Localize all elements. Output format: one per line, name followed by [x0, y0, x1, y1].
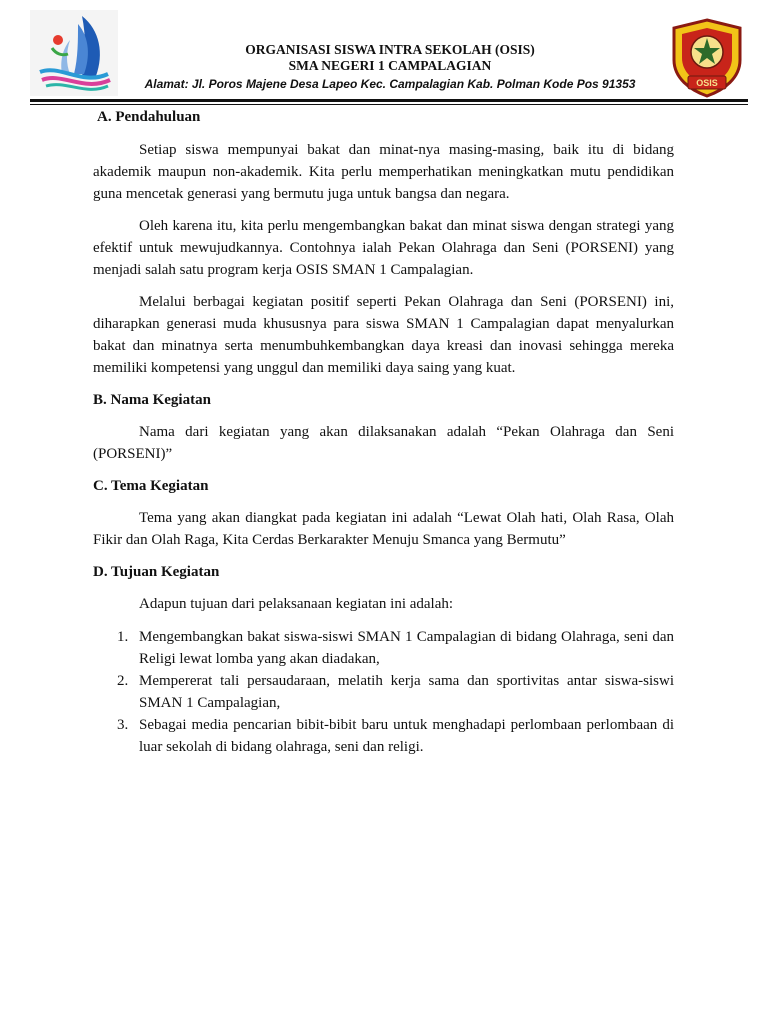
osis-logo-text: OSIS	[696, 78, 718, 88]
list-item	[93, 714, 674, 758]
list-item-text: Mempererat tali persaudaraan, melatih kerja sama dan sportivitas antar siswa-siswi SMAN 1 Campalagian,	[139, 673, 674, 711]
school-address: Alamat: Jl. Poros Majene Desa Lapeo Kec. Campalagian Kab. Polman Kode Pos 91353	[144, 77, 636, 91]
org-name: ORGANISASI SISWA INTRA SEKOLAH (OSIS)	[245, 42, 535, 57]
list-item-number: 2.	[117, 673, 129, 689]
section-b-title: B. Nama Kegiatan	[93, 392, 211, 408]
list-item-number: 1.	[117, 629, 129, 645]
list-item-number: 3.	[117, 717, 129, 733]
osis-logo	[666, 16, 748, 100]
section-c-paragraph: Tema yang akan diangkat pada kegiatan ini adalah “Lewat Olah hati, Olah Rasa, Olah Fikir dan Olah Raga, Kita Cerdas Berkarakter Menuju Smanca yang Bermutu”	[93, 510, 674, 548]
section-a-paragraph-1: Setiap siswa mempunyai bakat dan minat-nya masing-masing, baik itu di bidang akademik maupun non-akademik. Kita perlu memperhatikan meningkatkan mutu pendidikan guna mencetak generasi yang bermutu juga untuk bangsa dan negara.	[93, 142, 674, 202]
list-item	[93, 626, 674, 670]
letterhead-text	[120, 42, 660, 92]
list-item-text: Mengembangkan bakat siswa-siswi SMAN 1 Campalagian di bidang Olahraga, seni dan Religi lewat lomba yang akan diadakan,	[139, 629, 674, 667]
section-a-title: A. Pendahuluan	[97, 109, 201, 125]
list-item-text: Sebagai media pencarian bibit-bibit baru untuk menghadapi perlombaan perlombaan di luar sekolah di bidang olahraga, seni dan religi.	[139, 717, 674, 755]
document-body	[93, 106, 674, 758]
section-a-paragraph-3: Melalui berbagai kegiatan positif seperti Pekan Olahraga dan Seni (PORSENI) ini, diharapkan generasi muda khususnya para siswa SMAN 1 Campalagian dapat menyalurkan bakat dan minatnya serta menumbuhkembangkan daya kreasi dan inovasi sehingga mereka memiliki kompetensi yang unggul dan memiliki daya saing yang kuat.	[93, 294, 674, 376]
header-rule-thin	[30, 104, 748, 105]
objectives-list	[93, 626, 674, 758]
section-b-paragraph: Nama dari kegiatan yang akan dilaksanakan adalah “Pekan Olahraga dan Seni (PORSENI)”	[93, 424, 674, 462]
header-rule-thick	[30, 99, 748, 102]
school-name: SMA NEGERI 1 CAMPALAGIAN	[288, 58, 492, 73]
list-item	[93, 670, 674, 714]
section-a-paragraph-2: Oleh karena itu, kita perlu mengembangkan bakat dan minat siswa dengan strategi yang efektif untuk mewujudkannya. Contohnya ialah Pekan Olahraga dan Seni (PORSENI) yang menjadi salah satu program kerja OSIS SMAN 1 Campalagian.	[93, 218, 674, 278]
section-d-intro: Adapun tujuan dari pelaksanaan kegiatan ini adalah:	[139, 596, 454, 612]
section-d-title: D. Tujuan Kegiatan	[93, 564, 220, 580]
school-logo	[30, 10, 118, 96]
section-c-title: C. Tema Kegiatan	[93, 478, 209, 494]
